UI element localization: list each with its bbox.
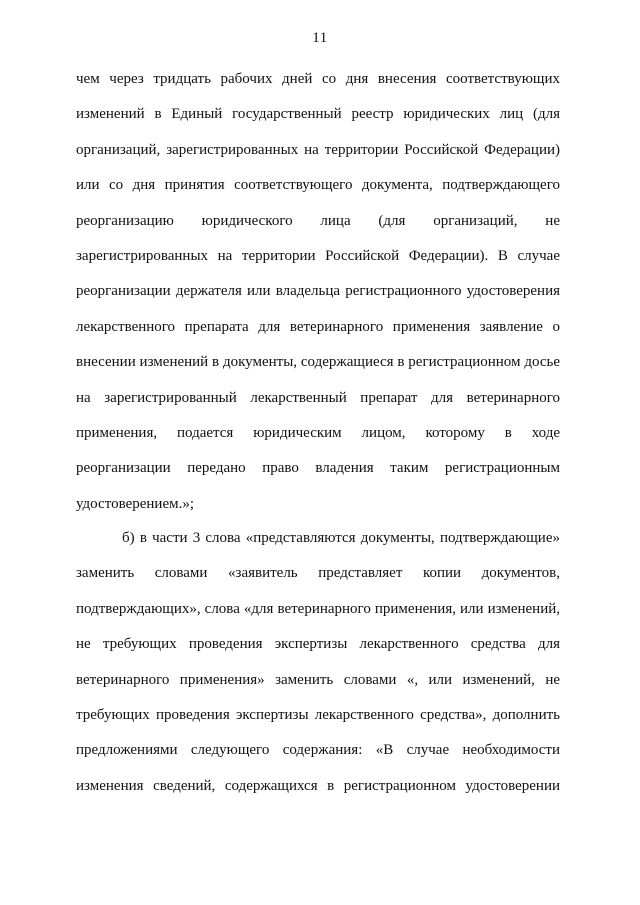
- text-line: реорганизации держателя или владельца регистрационного удостоверения: [76, 283, 560, 300]
- text-line: требующих проведения экспертизы лекарственного средства», дополнить: [76, 706, 560, 723]
- text-line: удостоверением.»;: [76, 495, 195, 512]
- text-line: изменения сведений, содержащихся в регистрационном удостоверении: [76, 777, 560, 794]
- paragraph-1: [76, 62, 560, 522]
- text-line: чем через тридцать рабочих дней со дня внесения соответствующих: [76, 71, 560, 87]
- paragraph-2: [76, 521, 560, 804]
- text-line: подтверждающих», слова «для ветеринарного применения, или изменений,: [76, 600, 560, 617]
- text-line: внесении изменений в документы, содержащиеся в регистрационном досье: [76, 354, 560, 371]
- page-number: 11: [312, 30, 328, 46]
- text-line: не требующих проведения экспертизы лекарственного средства для: [76, 636, 560, 653]
- text-line: лекарственного препарата для ветеринарного применения заявление о: [76, 318, 560, 335]
- text-line: ветеринарного применения» заменить словами «, или изменений, не: [76, 671, 560, 688]
- text-line: изменений в Единый государственный реестр юридических лиц (для: [76, 106, 560, 123]
- text-line: реорганизации передано право владения таким регистрационным: [76, 460, 560, 477]
- text-line: предложениями следующего содержания: «В случае необходимости: [76, 742, 560, 759]
- text-line: зарегистрированных на территории Российской Федерации). В случае: [76, 247, 560, 264]
- text-line: или со дня принятия соответствующего документа, подтверждающего: [76, 177, 560, 194]
- text-line: на зарегистрированный лекарственный препарат для ветеринарного: [76, 389, 560, 406]
- text-line: реорганизацию юридического лица (для организаций, не: [76, 212, 560, 229]
- text-line: заменить словами «заявитель представляет копии документов,: [76, 565, 560, 582]
- text-line: организаций, зарегистрированных на территории Российской Федерации): [76, 141, 560, 158]
- text-line: б) в части 3 слова «представляются документы, подтверждающие»: [122, 530, 560, 546]
- text-line: применения, подается юридическим лицом, которому в ходе: [76, 424, 560, 441]
